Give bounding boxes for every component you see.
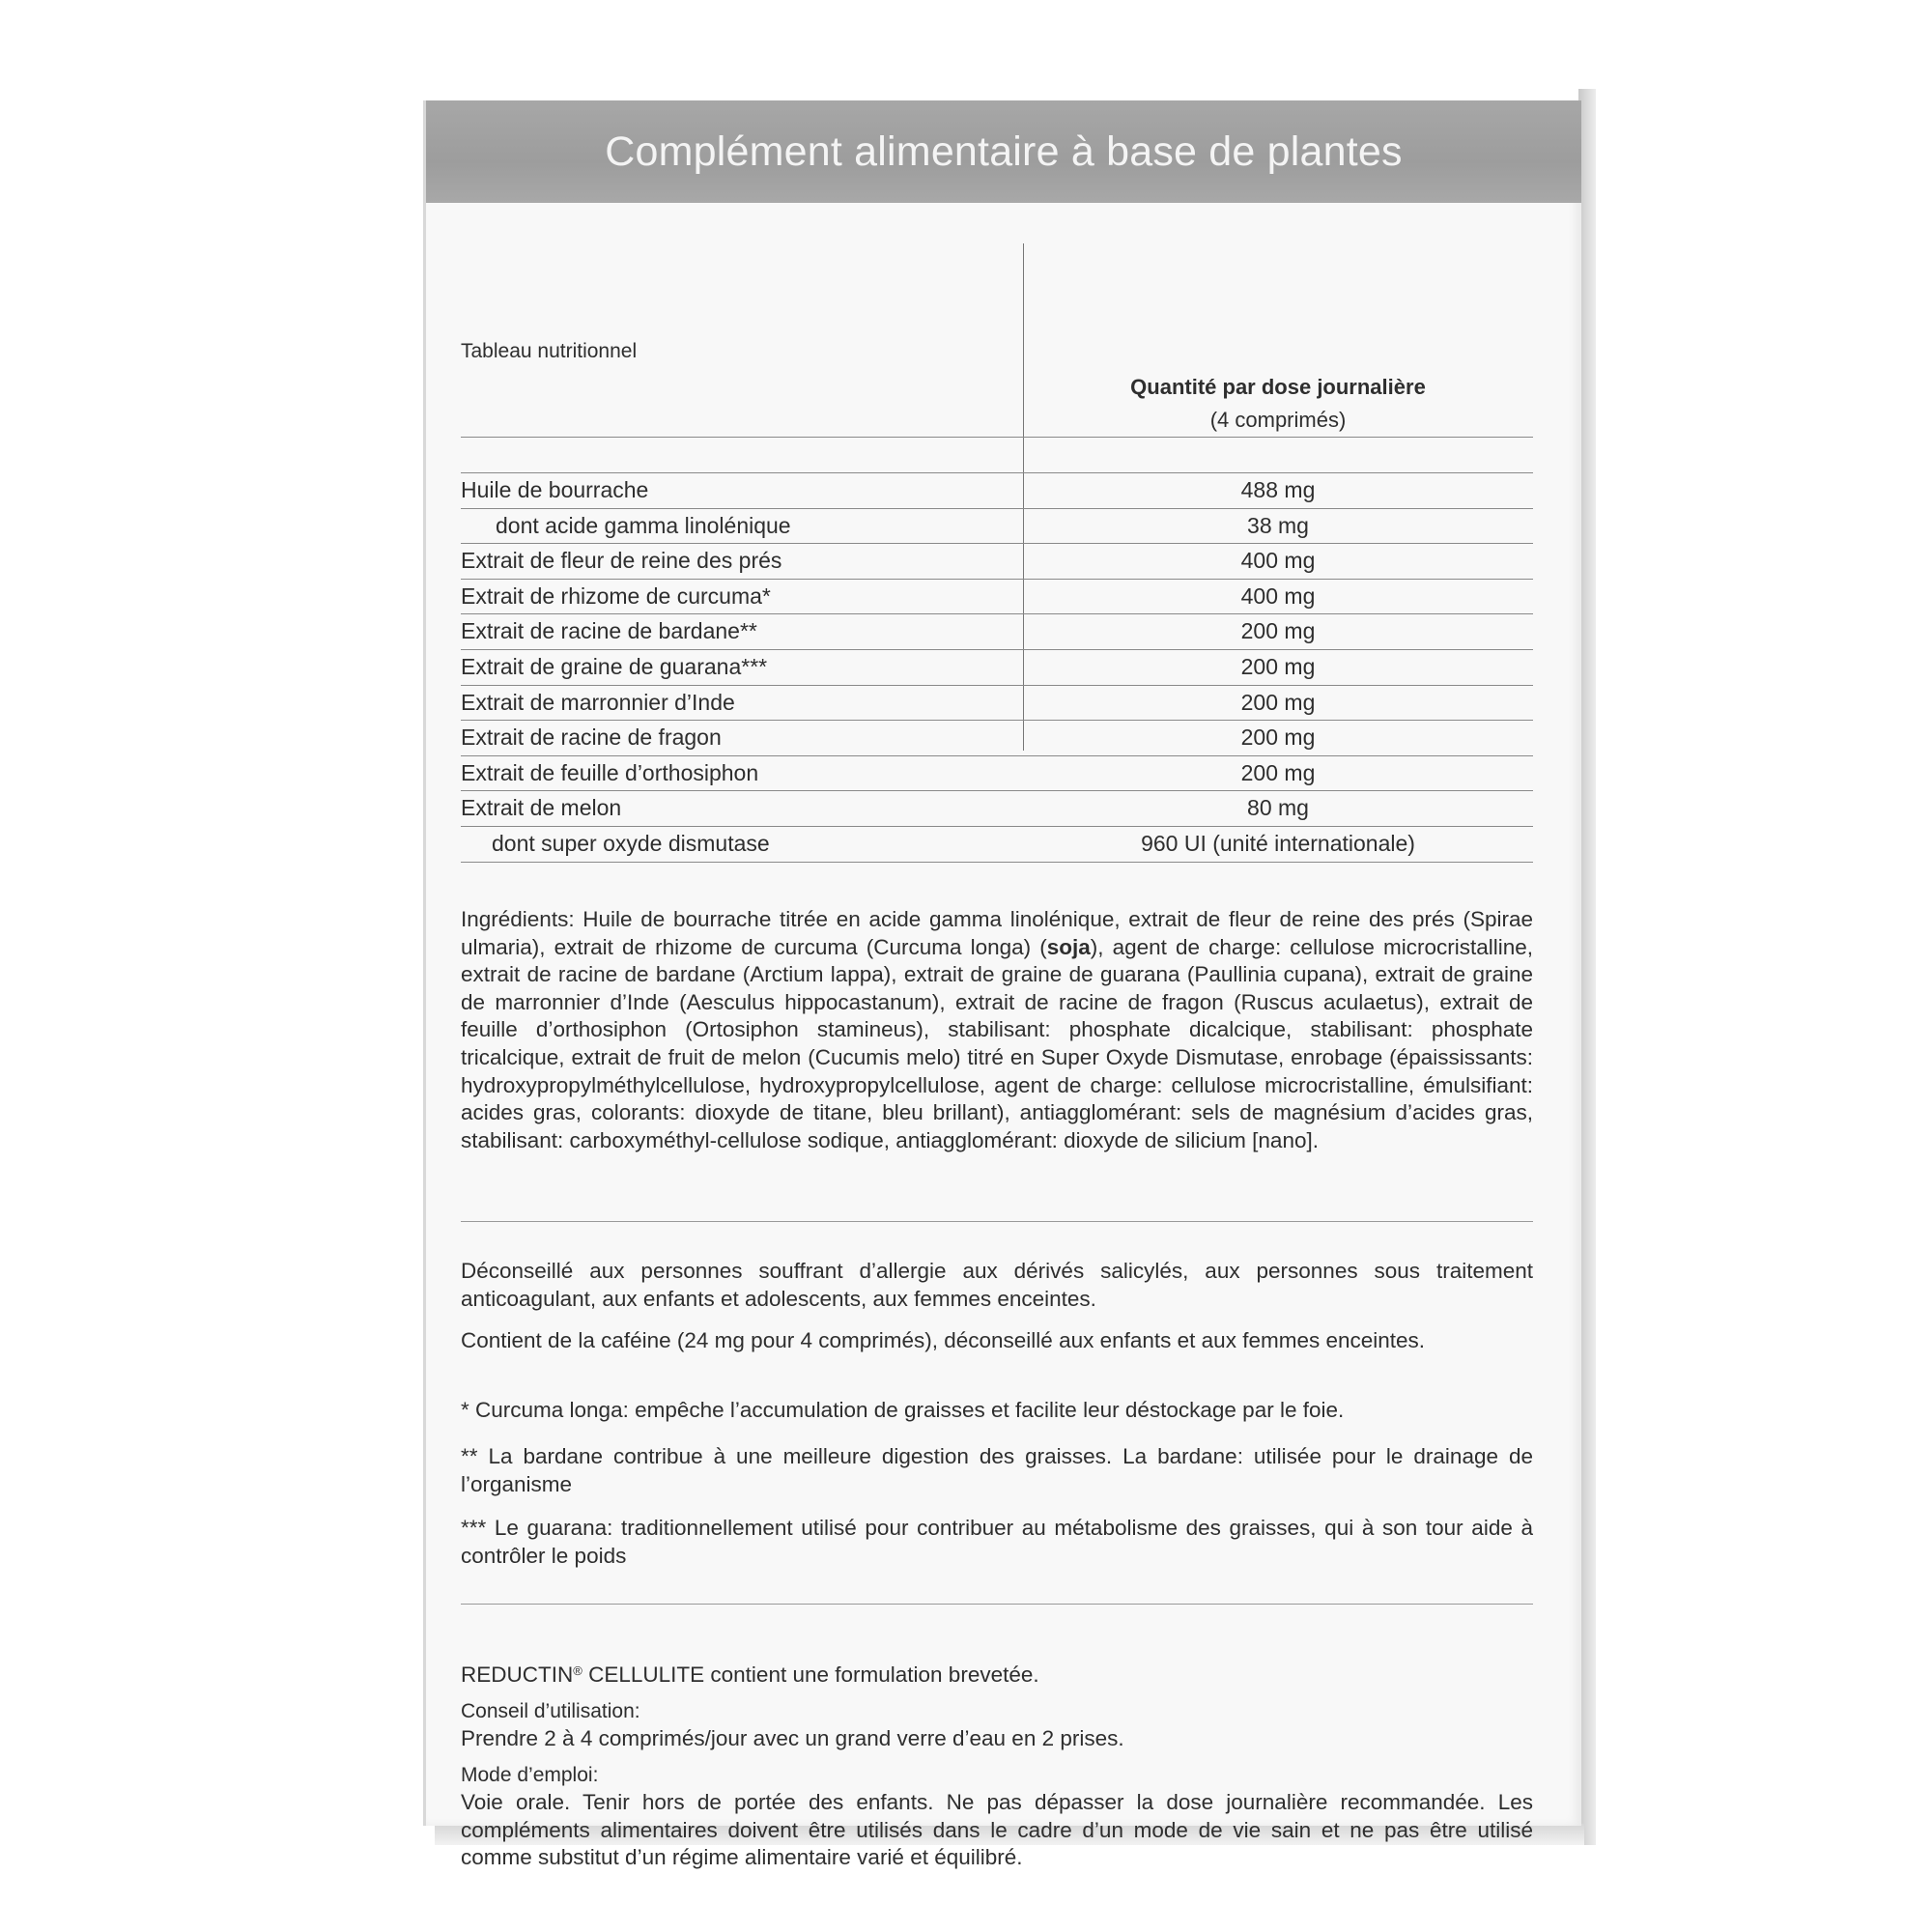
section-divider <box>461 1221 1533 1222</box>
directions-label: Mode d’emploi: <box>461 1764 599 1786</box>
row-name: Extrait de racine de fragon <box>461 724 722 751</box>
table-rule <box>461 862 1533 863</box>
column-header <box>1023 371 1533 437</box>
ingredients-allergen: soja <box>1046 934 1091 959</box>
header-banner <box>426 100 1581 203</box>
row-value: 200 mg <box>1240 654 1316 679</box>
row-name: Extrait de graine de guarana*** <box>461 654 768 679</box>
nutrition-table <box>461 203 1533 856</box>
product-statement <box>461 1658 1533 1689</box>
table-row <box>461 508 1533 544</box>
label-content <box>461 203 1533 1870</box>
registered-mark: ® <box>573 1663 582 1678</box>
footnote-guarana: *** Le guarana: traditionnellement utilisé pour contribuer au métabolisme des graisses, qui à son tour aide à contrôler le poids <box>461 1516 1533 1568</box>
table-caption: Tableau nutritionnel <box>461 340 638 362</box>
caffeine-warning: Contient de la caféine (24 mg pour 4 comprimés), déconseillé aux enfants et aux femmes enceintes. <box>461 1328 1426 1352</box>
row-value: 960 UI (unité internationale) <box>1141 831 1415 856</box>
row-value: 200 mg <box>1240 618 1316 644</box>
row-name: Huile de bourrache <box>461 477 649 502</box>
section-divider <box>461 1604 1533 1605</box>
ingredients-part1: Ingrédients: Huile de bourrache titrée en acide gamma linolénique, extrait de fleur de reine des prés (Spirae ulmaria), extrait de rhizome de curcuma (Curcuma longa) ( <box>461 907 1533 959</box>
footnote-curcuma: * Curcuma longa: empêche l’accumulation de graisses et facilite leur déstockage par le foie. <box>461 1398 1345 1422</box>
row-value: 200 mg <box>1240 689 1316 715</box>
allergy-warning: Déconseillé aux personnes souffrant d’allergie aux dérivés salicylés, aux personnes sous traitement anticoagulant, aux enfants et adolescents, aux femmes enceintes. <box>461 1259 1533 1311</box>
ingredients-part2: ), agent de charge: cellulose microcristalline, extrait de racine de bardane (Arctium lappa), extrait de graine de guarana (Paullinia cupana), extrait de graine de marronnier d’Inde (Aesculus hippocastanum), extrait de racine de fragon (Ruscus aculaetus), extrait de feuille d’orthosiphon (Ortosiphon stamineus), stabilisant: phosphate dicalcique, stabilisant: phosphate tricalcique, extrait de fruit de melon (Cucumis melo) titré en Super Oxyde Dismutase, enrobage (épaississants: hydroxypropylméthylcellulose, hydroxypropylcellulose, agent de charge: cellulose microcristalline, émulsifiant: acides gras, colorants: dioxyde de titane, bleu brillant), antiagglomérant: sels de magnésium d’acides gras, stabilisant: carboxyméthyl-cellulose sodique, antiagglomérant: dioxyde de silicium [nano]. <box>461 934 1533 1152</box>
row-name: Extrait de racine de bardane** <box>461 618 757 644</box>
table-row <box>461 755 1533 791</box>
row-value: 488 mg <box>1240 477 1316 502</box>
row-name: Extrait de feuille d’orthosiphon <box>461 759 759 785</box>
row-name: dont super oxyde dismutase <box>492 831 770 856</box>
directions-text: Voie orale. Tenir hors de portée des enfants. Ne pas dépasser la dose journalière recommandée. Les compléments alimentaires doivent être utilisés dans le cadre d’un mode de vie sain et ne pas être utilisé comme substitut d’un régime alimentaire varié et équilibré. <box>461 1790 1533 1870</box>
usage-text: Prendre 2 à 4 comprimés/jour avec un grand verre d’eau en 2 prises. <box>461 1726 1124 1750</box>
row-name: Extrait de rhizome de curcuma* <box>461 582 771 609</box>
ingredients-text <box>461 906 1533 1154</box>
table-row <box>461 720 1533 755</box>
table-row <box>461 472 1533 508</box>
row-name: Extrait de marronnier d’Inde <box>461 689 735 715</box>
product-name-suffix: CELLULITE <box>582 1662 705 1687</box>
row-value: 80 mg <box>1247 795 1309 821</box>
row-name: dont acide gamma linolénique <box>496 512 791 538</box>
table-row <box>461 543 1533 579</box>
row-value: 200 mg <box>1240 724 1316 751</box>
banner-title: Complément alimentaire à base de plantes <box>605 128 1403 175</box>
row-name: Extrait de melon <box>461 795 622 821</box>
table-row <box>461 649 1533 685</box>
product-claim: contient une formulation brevetée. <box>704 1662 1039 1687</box>
product-box-back <box>423 100 1581 1870</box>
table-row <box>461 579 1533 614</box>
table-row <box>461 613 1533 649</box>
row-value: 200 mg <box>1240 759 1316 785</box>
usage-label: Conseil d’utilisation: <box>461 1700 640 1722</box>
row-name: Extrait de fleur de reine des prés <box>461 548 782 574</box>
column-header-title: Quantité par dose journalière <box>1130 375 1426 399</box>
table-row <box>461 685 1533 721</box>
row-value: 38 mg <box>1247 512 1309 538</box>
row-value: 400 mg <box>1240 582 1316 609</box>
table-rule <box>461 437 1533 438</box>
table-row <box>461 826 1533 862</box>
directions-section <box>461 1762 1533 1872</box>
table-row <box>461 790 1533 826</box>
usage-section <box>461 1698 1533 1752</box>
column-header-subtitle: (4 comprimés) <box>1209 408 1347 432</box>
footnote-bardane: ** La bardane contribue à une meilleure digestion des graisses. La bardane: utilisée pour le drainage de l’organisme <box>461 1444 1533 1496</box>
product-name: REDUCTIN <box>461 1662 574 1687</box>
row-value: 400 mg <box>1240 548 1316 574</box>
